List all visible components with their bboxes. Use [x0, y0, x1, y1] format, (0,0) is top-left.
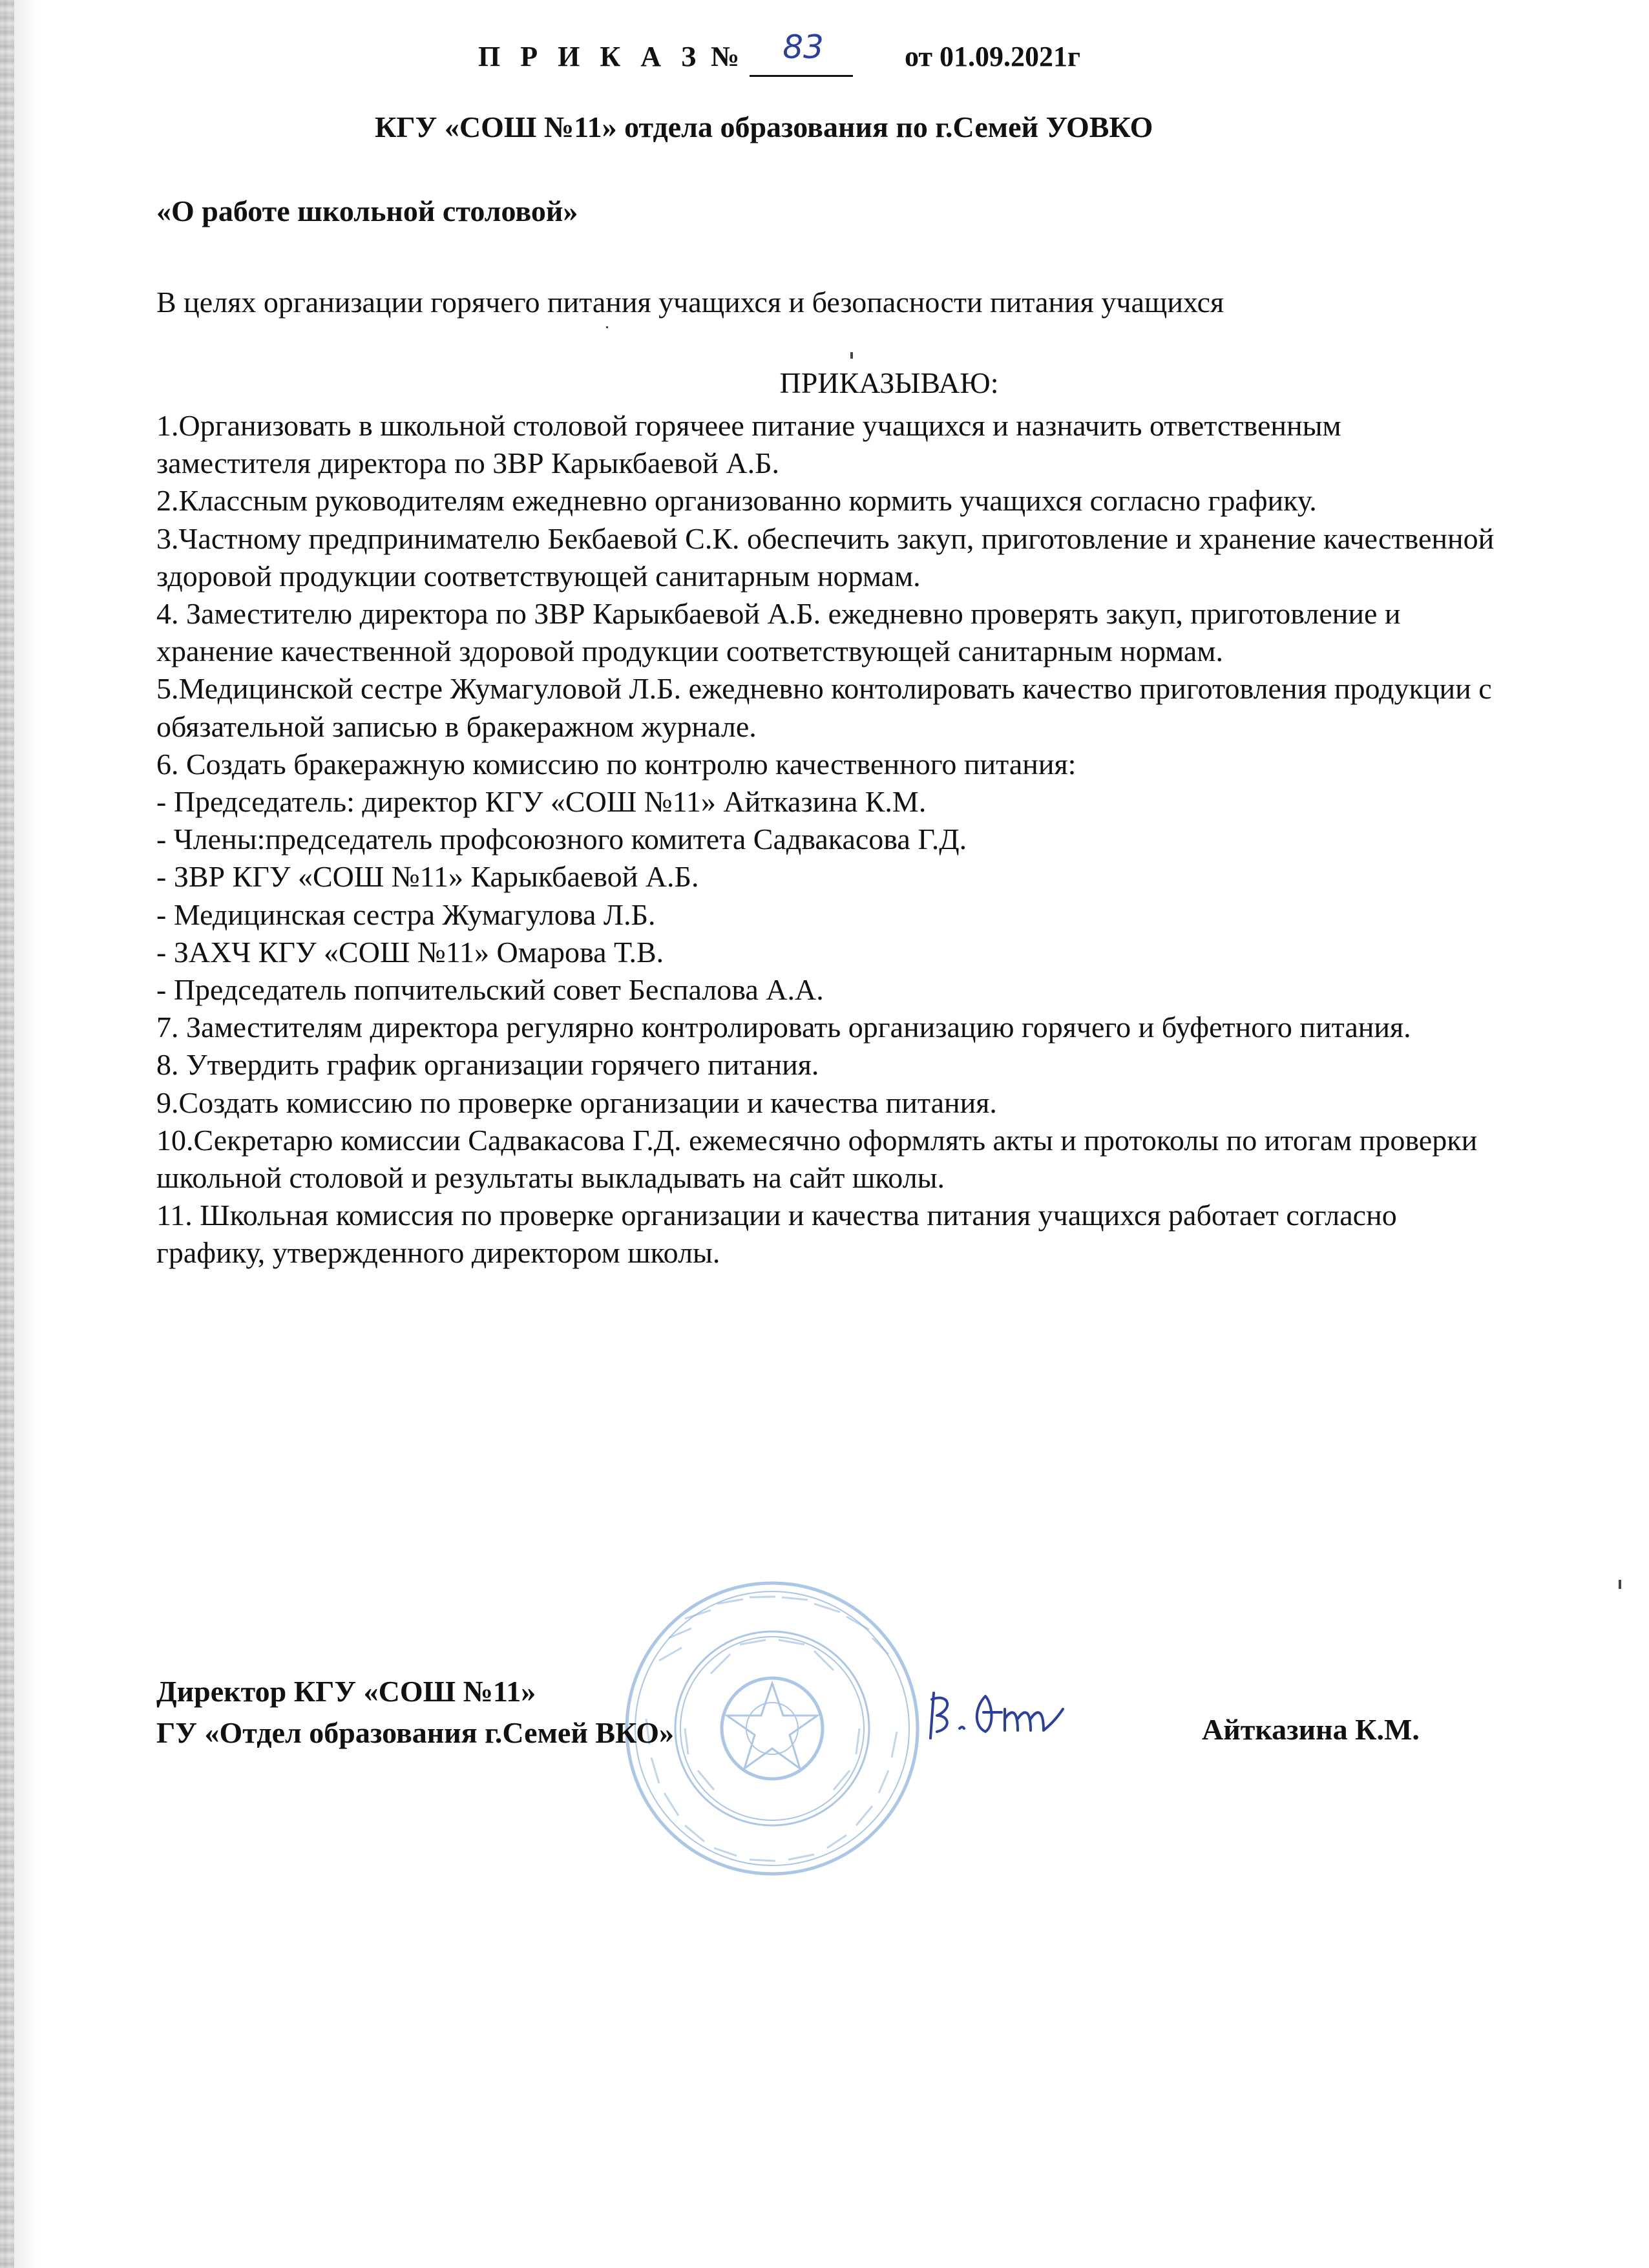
commission-member: - ЗАХЧ КГУ «СОШ №11» Омарова Т.В.: [156, 935, 664, 969]
preamble: В целях организации горячего питания учащихся и безопасности питания учащихся: [156, 286, 1224, 319]
order-number: 83: [782, 28, 824, 66]
order-item: 6. Создать бракеражную комиссию по контролю качественного питания:: [156, 747, 1077, 781]
order-item: 7. Заместителям директора регулярно контролировать организацию горячего и буфетного питания.: [156, 1011, 1411, 1044]
order-item: 5.Медицинской сестре Жумагуловой Л.Б. ежедневно контолировать качество приготовления продукции с обязательной записью в бракеражном журнале.: [156, 672, 1492, 743]
commission-member: - Члены:председатель профсоюзного комитета Садвакасова Г.Д.: [156, 823, 967, 856]
signatory-organization: ГУ «Отдел образования г.Семей ВКО»: [156, 1716, 675, 1749]
order-subject: «О работе школьной столовой»: [156, 194, 578, 227]
order-item: 4. Заместителю директора по ЗВР Карыкбаевой А.Б. ежедневно проверять закуп, приготовление и хранение качественной здоровой продукции соответствующей санитарным нормам.: [156, 597, 1401, 668]
signature-block: [156, 1671, 674, 1754]
scan-shadow-dark: [0, 0, 14, 2268]
order-item: 10.Секретарю комиссии Садвакасова Г.Д. ежемесячно оформлять акты и протоколы по итогам проверки школьной столовой и результаты выкладывать на сайт школы.: [156, 1123, 1478, 1195]
order-item: 8. Утвердить график организации горячего питания.: [156, 1048, 819, 1082]
order-word: ПРИКАЗЫВАЮ:: [779, 366, 999, 399]
number-underline: [750, 75, 853, 77]
scan-speck: [1619, 1580, 1621, 1589]
scan-speck: [850, 352, 853, 359]
signatory-name: Айтказина К.М.: [1202, 1713, 1420, 1746]
handwritten-signature: [924, 1680, 1073, 1751]
order-items: [156, 407, 1500, 1272]
number-sign: №: [711, 41, 740, 72]
commission-member: - Медицинская сестра Жумагулова Л.Б.: [156, 898, 656, 931]
commission-member: - ЗВР КГУ «СОШ №11» Карыкбаевой А.Б.: [156, 860, 699, 894]
organization-name: КГУ «СОШ №11» отдела образования по г.Семей УОВКО: [375, 110, 1153, 143]
order-date: от 01.09.2021г: [905, 41, 1081, 72]
signatory-title: Директор КГУ «СОШ №11»: [156, 1675, 536, 1708]
order-item: 3.Частному предпринимателю Бекбаевой С.К. обеспечить закуп, приготовление и хранение качественной здоровой продукции соответствующей санитарным нормам.: [156, 521, 1495, 593]
scan-speck: [606, 326, 608, 328]
order-item: 11. Школьная комиссия по проверке организации и качества питания учащихся работает согласно графику, утвержденного директором школы.: [156, 1199, 1397, 1270]
order-item: 9.Создать комиссию по проверке организации и качества питания.: [156, 1086, 997, 1119]
order-title: П Р И К А З: [478, 41, 703, 72]
order-item: 2.Классным руководителям ежедневно организованно кормить учащихся согласно графику.: [156, 484, 1317, 518]
order-item: 1.Организовать в школьной столовой горячеее питание учащихся и назначить ответственным заместителя директора по ЗВР Карыкбаевой А.Б.: [156, 409, 1341, 480]
commission-member: - Председатель: директор КГУ «СОШ №11» Айтказина К.М.: [156, 785, 927, 819]
commission-member: - Председатель попчительский совет Беспалова А.А.: [156, 973, 824, 1007]
